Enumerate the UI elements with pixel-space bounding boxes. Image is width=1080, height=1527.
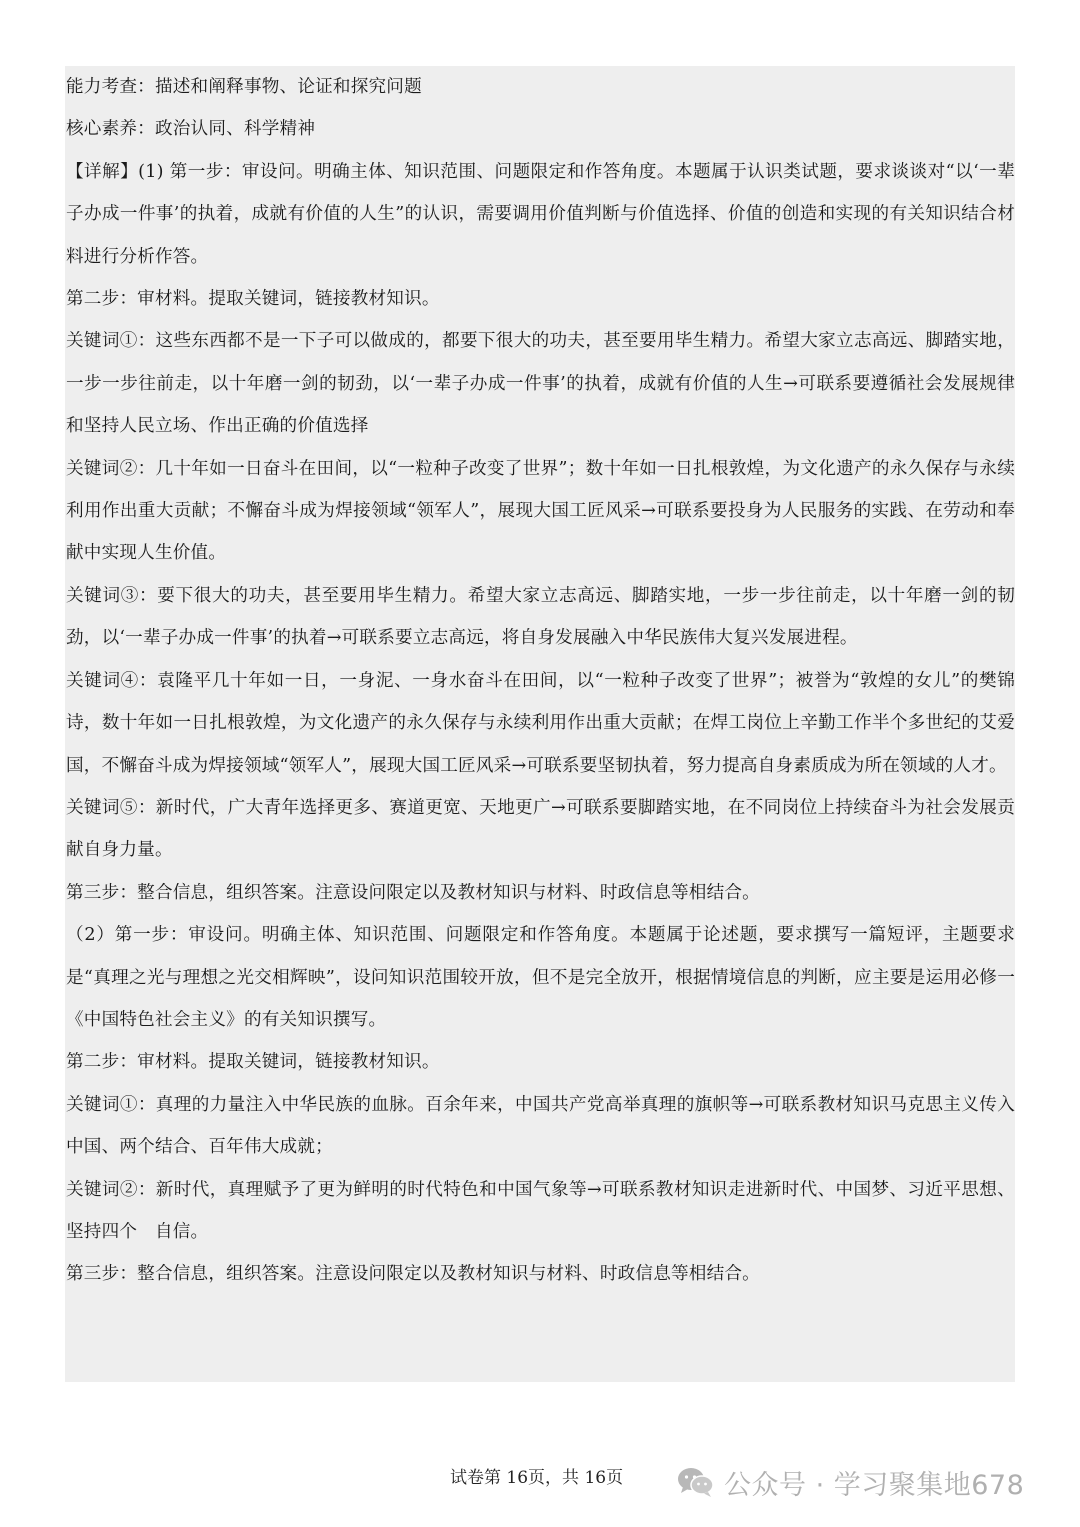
paragraph-q2-step2: 第二步：审材料。提取关键词，链接教材知识。 [66, 1052, 440, 1073]
paragraph-keyword-4: 关键词④：袁隆平几十年如一日，一身泥、一身水奋斗在田间，以“一粒种子改变了世界”；被誉为“敦煌的女儿”的樊锦诗，数十年如一日扎根敦煌，为文化遗产的永久保存与永续利用作出重大贡献；在焊工岗位上辛勤工作半个多世纪的艾爱国，不懈奋斗成为焊接领域“领军人”，展现大国工匠风采→可联系要坚韧执着，努力提高自身素质成为所在领域的人才。 [66, 670, 1015, 776]
paragraph-step3: 第三步：整合信息，组织答案。注意设问限定以及教材知识与材料、时政信息等相结合。 [66, 882, 760, 903]
paragraph-keyword-3: 关键词③：要下很大的功夫，甚至要用毕生精力。希望大家立志高远、脚踏实地，一步一步往前走，以十年磨一剑的韧劲，以‘一辈子办成一件事’的执着→可联系要立志高远，将自身发展融入中华民族伟大复兴发展进程。 [66, 585, 1015, 649]
watermark-text: 公众号 · 学习聚集地678 [724, 1469, 1025, 1501]
page-number: 试卷第 16页，共 16页 [450, 1468, 624, 1488]
watermark [676, 1462, 1024, 1502]
paragraph-detail-step1: 【详解】(1) 第一步：审设问。明确主体、知识范围、问题限定和作答角度。本题属于认识类试题，要求谈谈对“以‘一辈子办成一件事’的执着，成就有价值的人生”的认识，需要调用价值判断与价值选择、价值的创造和实现的有关知识结合材料进行分析作答。 [66, 161, 1015, 267]
document-body [65, 66, 1015, 1382]
paragraph-q2-keyword-2: 关键词②：新时代，真理赋予了更为鲜明的时代特色和中国气象等→可联系教材知识走进新时代、中国梦、习近平思想、坚持四个 自信。 [66, 1179, 1015, 1242]
paragraph-core-literacy: 核心素养：政治认同、科学精神 [66, 119, 316, 140]
paragraph-ability: 能力考查：描述和阐释事物、论证和探究问题 [66, 77, 422, 97]
paragraph-step2: 第二步：审材料。提取关键词，链接教材知识。 [66, 289, 440, 310]
paragraph-q2-step3: 第三步：整合信息，组织答案。注意设问限定以及教材知识与材料、时政信息等相结合。 [66, 1264, 760, 1285]
paragraph-keyword-1: 关键词①：这些东西都不是一下子可以做成的，都要下很大的功夫，甚至要用毕生精力。希望大家立志高远、脚踏实地，一步一步往前走，以十年磨一剑的韧劲，以‘一辈子办成一件事’的执着，成就有价值的人生→可联系要遵循社会发展规律和坚持人民立场、作出正确的价值选择 [66, 331, 1015, 437]
wechat-icon [676, 1466, 716, 1498]
paragraph-keyword-2: 关键词②：几十年如一日奋斗在田间，以“一粒种子改变了世界”；数十年如一日扎根敦煌，为文化遗产的永久保存与永续利用作出重大贡献；不懈奋斗成为焊接领域“领军人”，展现大国工匠风采→可联系要投身为人民服务的实践、在劳动和奉献中实现人生价值。 [66, 458, 1015, 564]
paragraph-q2-step1: （2）第一步：审设问。明确主体、知识范围、问题限定和作答角度。本题属于论述题，要求撰写一篇短评，主题要求是“真理之光与理想之光交相辉映”，设问知识范围较开放，但不是完全放开，根据情境信息的判断，应主要是运用必修一《中国特色社会主义》的有关知识撰写。 [66, 925, 1015, 1030]
paragraph-q2-keyword-1: 关键词①：真理的力量注入中华民族的血脉。百余年来，中国共产党高举真理的旗帜等→可联系教材知识马克思主义传入中国、两个结合、百年伟大成就； [66, 1094, 1015, 1158]
page-footer [0, 1462, 1080, 1502]
paragraph-keyword-5: 关键词⑤：新时代，广大青年选择更多、赛道更宽、天地更广→可联系要脚踏实地，在不同岗位上持续奋斗为社会发展贡献自身力量。 [66, 797, 1015, 861]
